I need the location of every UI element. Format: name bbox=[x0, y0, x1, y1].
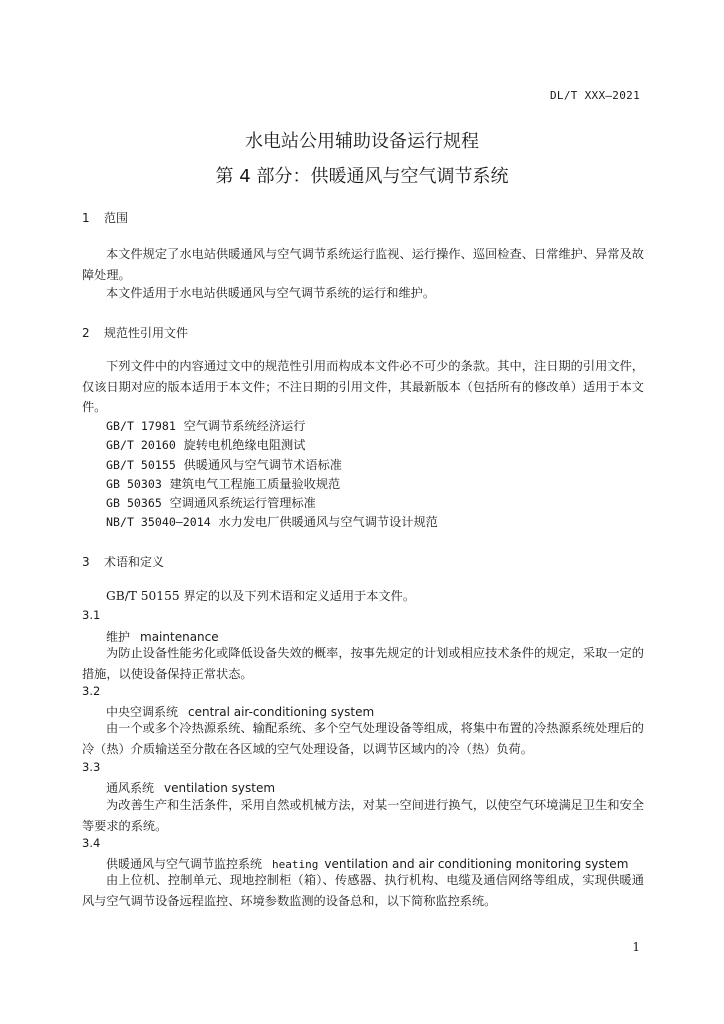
document-subtitle: 第 4 部分：供暖通风与空气调节系统 bbox=[215, 166, 509, 187]
reference-code: NB/T 35040—2014 bbox=[106, 515, 211, 529]
reference-title: 空调通风系统运行管理标准 bbox=[169, 496, 316, 510]
paragraph: GB/T 50155 界定的以及下列术语和定义适用于本文件。 bbox=[106, 589, 416, 603]
term-en: central air-conditioning system bbox=[188, 705, 375, 719]
term-number: 3.3 bbox=[82, 760, 101, 774]
section-title: 规范性引用文件 bbox=[104, 326, 189, 340]
term-definition: 由上位机、控制单元、现地控制柜（箱）、传感器、执行机构、电缆及通信网络等组成，实现供暖通风与空气调节设备远程监控、环境参数监测的设备总和，以下简称监控系统。 bbox=[82, 873, 644, 908]
reference-code: GB 50365 bbox=[106, 496, 162, 510]
document-code: DL/T XXX—2021 bbox=[550, 89, 640, 102]
term-definition: 为改善生产和生活条件，采用自然或机械方法，对某一空间进行换气，以使空气环境满足卫生和安全等要求的系统。 bbox=[82, 798, 644, 833]
paragraph: 本文件适用于水电站供暖通风与空气调节系统的运行和维护。 bbox=[106, 286, 436, 300]
reference-item bbox=[106, 474, 340, 494]
term-number: 3.2 bbox=[82, 684, 101, 698]
section-heading-scope bbox=[82, 209, 128, 226]
page-number: 1 bbox=[632, 940, 640, 954]
section-number: 2 bbox=[82, 326, 90, 340]
reference-title: 供暖通风与空气调节术语标准 bbox=[183, 458, 342, 472]
term-en-prefix: heating bbox=[272, 858, 319, 871]
reference-code: GB/T 17981 bbox=[106, 419, 176, 433]
term-definition: 由一个或多个冷热源系统、输配系统、多个空气处理设备等组成，将集中布置的冷热源系统处理后的冷（热）介质输送至分散在各区域的空气处理设备，以调节区域内的冷（热）负荷。 bbox=[82, 721, 644, 756]
reference-title: 建筑电气工程施工质量验收规范 bbox=[169, 477, 341, 491]
term-number: 3.1 bbox=[82, 608, 101, 622]
term-cn: 中央空调系统 bbox=[106, 705, 179, 719]
reference-item bbox=[106, 493, 316, 513]
paragraph: 本文件规定了水电站供暖通风与空气调节系统运行监视、运行操作、巡回检查、日常维护、异常及故障处理。 bbox=[82, 247, 644, 282]
term-cn: 维护 bbox=[106, 630, 131, 644]
term-en: maintenance bbox=[140, 630, 219, 644]
section-title: 范围 bbox=[104, 211, 129, 225]
reference-title: 空气调节系统经济运行 bbox=[183, 419, 306, 433]
section-heading-normative-references bbox=[82, 324, 188, 341]
reference-code: GB/T 20160 bbox=[106, 438, 176, 452]
reference-code: GB 50303 bbox=[106, 477, 162, 491]
term-en: ventilation system bbox=[164, 781, 276, 795]
reference-item bbox=[106, 416, 305, 436]
reference-title: 旋转电机绝缘电阻测试 bbox=[183, 438, 306, 452]
reference-code: GB/T 50155 bbox=[106, 458, 176, 472]
term-number: 3.4 bbox=[82, 836, 101, 850]
document-title: 水电站公用辅助设备运行规程 bbox=[245, 131, 479, 152]
section-number: 3 bbox=[82, 555, 90, 569]
reference-item bbox=[106, 512, 438, 532]
term-entry bbox=[106, 779, 275, 796]
term-cn: 供暖通风与空气调节监控系统 bbox=[106, 857, 263, 871]
paragraph: 下列文件中的内容通过文中的规范性引用而构成本文件必不可少的条款。其中，注日期的引用文件，仅该日期对应的版本适用于本文件；不注日期的引用文件，其最新版本（包括所有的修改单）适用于本文件。 bbox=[82, 359, 644, 414]
term-cn: 通风系统 bbox=[106, 781, 155, 795]
term-en: ventilation and air conditioning monitoring system bbox=[324, 857, 629, 871]
section-number: 1 bbox=[82, 211, 90, 225]
reference-title: 水力发电厂供暖通风与空气调节设计规范 bbox=[218, 515, 438, 529]
section-heading-terms bbox=[82, 553, 164, 570]
reference-item bbox=[106, 435, 305, 455]
term-definition: 为防止设备性能劣化或降低设备失效的概率，按事先规定的计划或相应技术条件的规定，采取一定的措施，以使设备保持正常状态。 bbox=[82, 646, 644, 681]
section-title: 术语和定义 bbox=[104, 555, 165, 569]
reference-item bbox=[106, 455, 342, 475]
